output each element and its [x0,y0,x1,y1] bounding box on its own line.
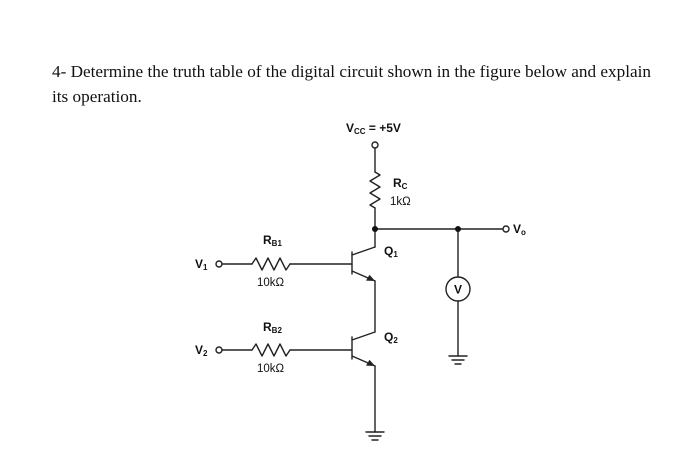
question-text: 4- Determine the truth table of the digital circuit shown in the figure below and explain its operation. [52,62,651,106]
collector-junction-dot [372,226,378,232]
vo-label: Vo [513,222,526,237]
q2-label: Q2 [384,330,398,345]
q1-label: Q1 [384,244,398,259]
rb2-value: 10kΩ [257,363,285,375]
q2-collector-lead [352,332,375,340]
rb2-resistor [252,344,290,356]
v2-terminal [216,347,222,353]
rc-value: 1kΩ [390,196,411,208]
voltmeter-symbol: V [453,282,463,297]
rb2-label: RB2 [263,320,282,335]
vcc-label: VCC = +5V [346,121,401,136]
v2-label: V2 [195,343,208,358]
output-junction-dot [455,226,461,232]
vcc-terminal [372,142,378,148]
ground-symbol-q2 [366,432,384,440]
v1-terminal [216,261,222,267]
q1-collector-lead [352,247,375,255]
output-terminal [503,226,509,232]
rb1-label: RB1 [263,233,282,248]
rb1-value: 10kΩ [257,277,285,289]
rc-resistor [370,172,380,208]
rc-label: RC [393,176,408,191]
ground-symbol-meter [449,356,467,364]
rb1-resistor [252,258,290,270]
v1-label: V1 [195,257,208,272]
